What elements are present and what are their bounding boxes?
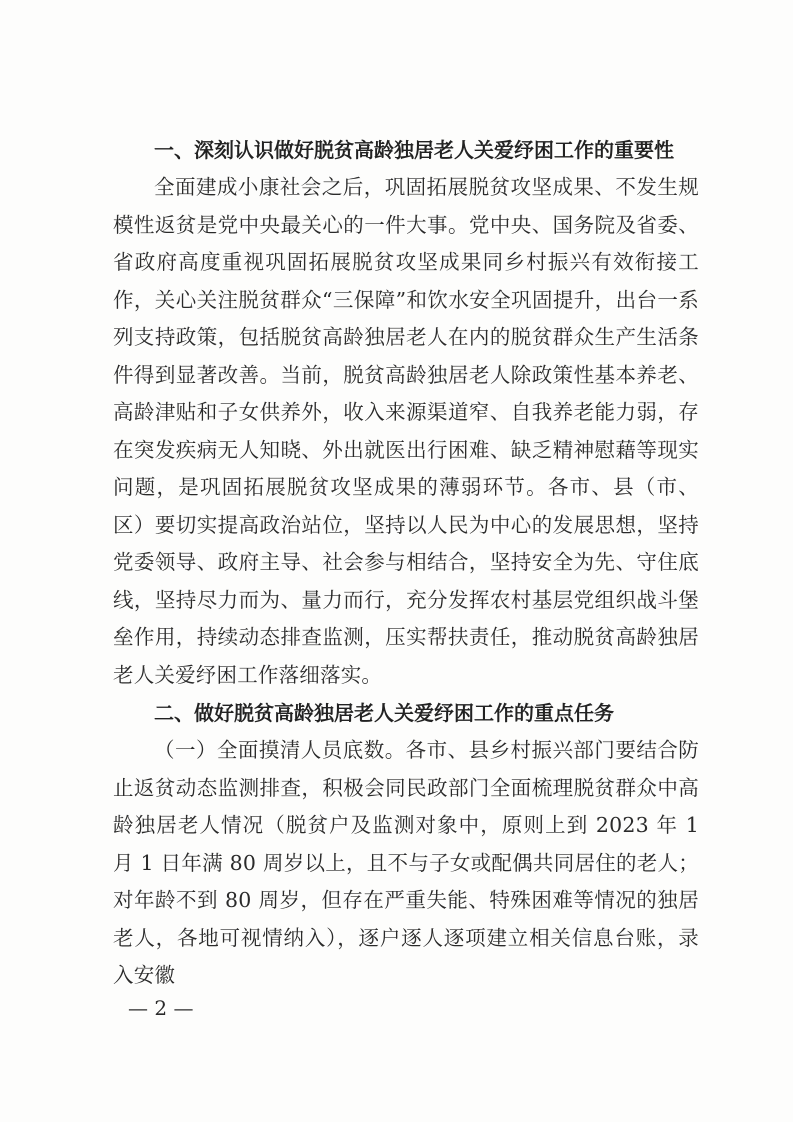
section-1-paragraph: 全面建成小康社会之后，巩固拓展脱贫攻坚成果、不发生规模性返贫是党中央最关心的一件大事。党中央、国务院及省委、省政府高度重视巩固拓展脱贫攻坚成果同乡村振兴有效衔接工作，关心关注脱贫群众“三保障”和饮水安全巩固提升，出台一系列支持政策，包括脱贫高龄独居老人在内的脱贫群众生产生活条件得到显著改善。当前，脱贫高龄独居老人除政策性基本养老、高龄津贴和子女供养外，收入来源渠道窄、自我养老能力弱，存在突发疾病无人知晓、外出就医出行困难、缺乏精神慰藉等现实问题，是巩固拓展脱贫攻坚成果的薄弱环节。各市、县（市、区）要切实提高政治站位，坚持以人民为中心的发展思想，坚持党委领导、政府主导、社会参与相结合，坚持安全为先、守住底线，坚持尽力而为、量力而行，充分发挥农村基层党组织战斗堡垒作用，持续动态排查监测，压实帮扶责任，推动脱贫高龄独居老人关爱纾困工作落细落实。 [113, 175, 699, 687]
section-2-paragraph: （一）全面摸清人员底数。各市、县乡村振兴部门要结合防止返贫动态监测排查，积极会同民政部门全面梳理脱贫群众中高龄独居老人情况（脱贫户及监测对象中，原则上到 2023 年 1 月 1 日年满 80 周岁以上，且不与子女或配偶共同居住的老人；对年龄不到 80 周岁，但存在严重失能、特殊困难等情况的独居老人，各地可视情纳入），逐户逐人逐项建立相关信息台账，录入安徽 [113, 738, 699, 987]
document-body [113, 131, 699, 995]
page-number: — 2 — [128, 996, 194, 1020]
section-heading-2: 二、做好脱贫高龄独居老人关爱纾困工作的重点任务 [154, 701, 614, 725]
section-heading-1: 一、深刻认识做好脱贫高龄独居老人关爱纾困工作的重要性 [154, 138, 674, 162]
